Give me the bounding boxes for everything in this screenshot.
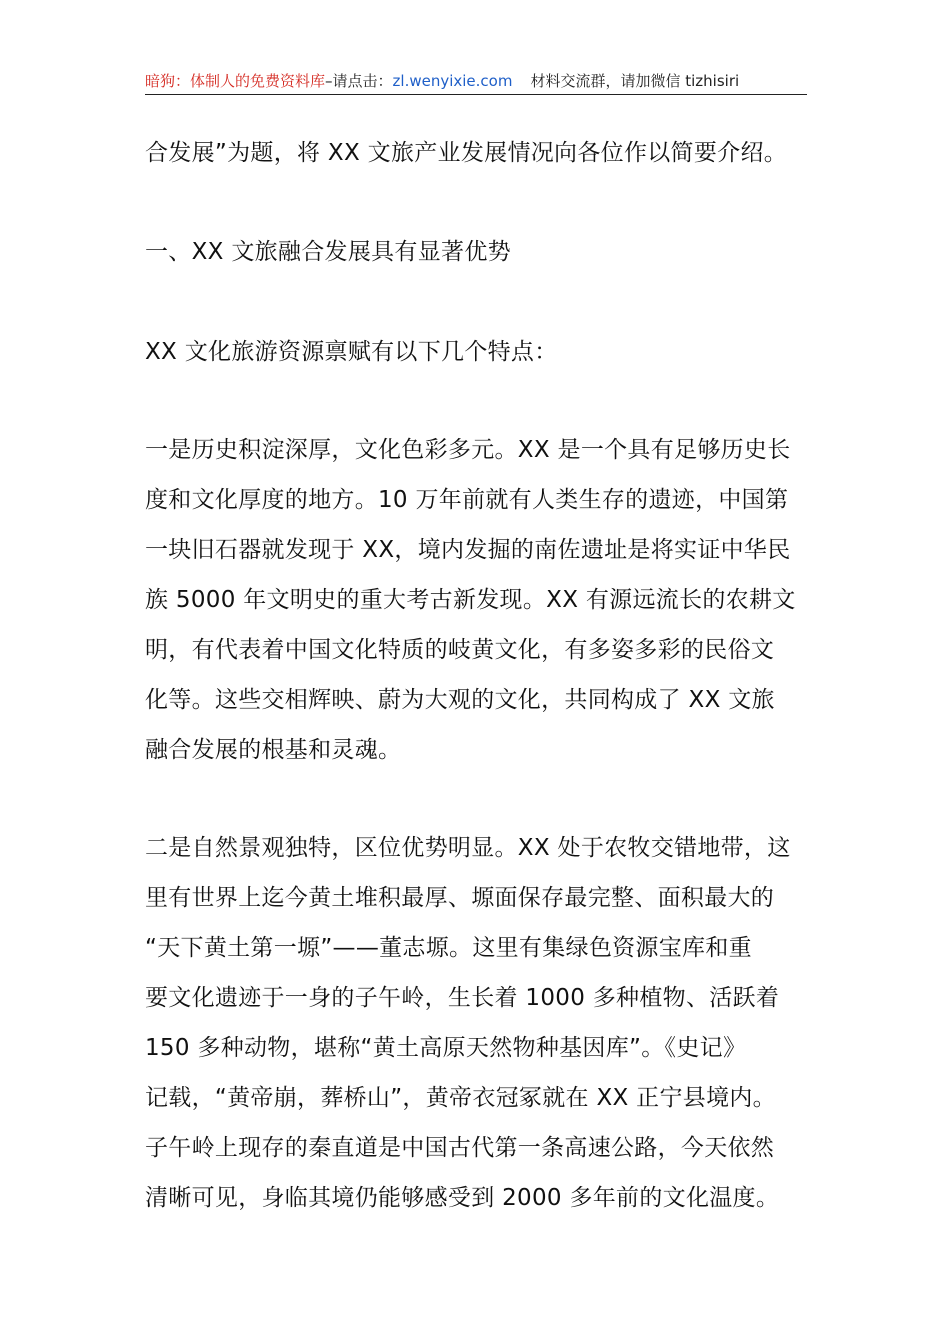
paragraph-line: 融合发展的根基和灵魂。 (145, 737, 402, 763)
paragraph-line: 记载，“黄帝崩，葬桥山”，黄帝衣冠冢就在 XX 正宁县境内。 (145, 1085, 776, 1111)
paragraph-line: 明，有代表着中国文化特质的岐黄文化，有多姿多彩的民俗文 (145, 637, 775, 663)
paragraph-line: 二是自然景观独特，区位优势明显。XX 处于农牧交错地带，这 (145, 835, 791, 861)
page-header (145, 68, 807, 95)
paragraph-line: 子午岭上现存的秦直道是中国古代第一条高速公路，今天依然 (145, 1135, 775, 1161)
paragraph-line: 化等。这些交相辉映、蔚为大观的文化，共同构成了 XX 文旅 (145, 687, 775, 713)
paragraph-line: 一块旧石器就发现于 XX，境内发掘的南佐遗址是将实证中华民 (145, 537, 791, 563)
header-site-label: 暗狗：体制人的免费资料库 (145, 72, 326, 90)
lead-paragraph: XX 文化旅游资源禀赋有以下几个特点： (145, 339, 558, 365)
paragraph-line: 要文化遗迹于一身的子午岭，生长着 1000 多种植物、活跃着 (145, 985, 780, 1011)
intro-line: 合发展”为题，将 XX 文旅产业发展情况向各位作以简要介绍。 (145, 140, 788, 166)
paragraph-line: 清晰可见，身临其境仍能够感受到 2000 多年前的文化温度。 (145, 1185, 780, 1211)
paragraph-line: 里有世界上迄今黄土堆积最厚、塬面保存最完整、面积最大的 (145, 885, 775, 911)
paragraph-line: 150 多种动物，堪称“黄土高原天然物种基因库”。《史记》 (145, 1035, 747, 1061)
header-wechat-note: 材料交流群，请加微信 tizhisiri (530, 72, 740, 90)
paragraph-line: 度和文化厚度的地方。10 万年前就有人类生存的遗迹，中国第 (145, 487, 789, 513)
paragraph-line: 一是历史积淀深厚，文化色彩多元。XX 是一个具有足够历史长 (145, 437, 791, 463)
header-click-label: –请点击： (325, 72, 393, 90)
section-heading: 一、XX 文旅融合发展具有显著优势 (145, 239, 511, 265)
header-url-link[interactable]: zl.wenyixie.com (392, 72, 513, 90)
paragraph-line: 族 5000 年文明史的重大考古新发现。XX 有源远流长的农耕文 (145, 587, 796, 613)
paragraph-line: “天下黄土第一塬”——董志塬。这里有集绿色资源宝库和重 (145, 935, 752, 961)
